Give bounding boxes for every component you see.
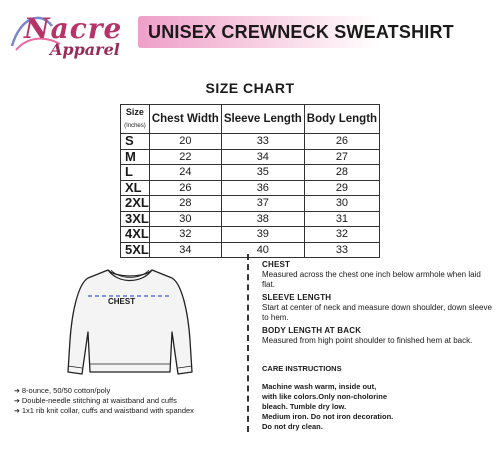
measure-title-sleeve: SLEEVE LENGTH — [262, 293, 332, 302]
table-row — [121, 180, 380, 196]
feature-item — [14, 396, 244, 406]
sleeve-cell: 35 — [221, 165, 304, 181]
body-cell: 30 — [304, 196, 379, 212]
table-row — [121, 149, 380, 165]
chest-cell: 34 — [149, 242, 221, 258]
sleeve-cell: 38 — [221, 211, 304, 227]
body-cell: 29 — [304, 180, 379, 196]
feature-text: 8-ounce, 50/50 cotton/poly — [21, 386, 111, 395]
care-instructions — [262, 364, 492, 432]
chest-diagram-label: CHEST — [108, 297, 136, 306]
care-line: Do not dry clean. — [262, 422, 323, 431]
sleeve-cell: 34 — [221, 149, 304, 165]
size-cell: 4XL — [121, 227, 150, 243]
sleeve-cell: 37 — [221, 196, 304, 212]
sleeve-column-header: Sleeve Length — [221, 105, 304, 134]
brand-logo — [6, 6, 124, 62]
body-cell: 26 — [304, 134, 379, 150]
size-chart-title: SIZE CHART — [205, 80, 295, 96]
measure-desc-body: Measured from high point shoulder to finished hem at back. — [262, 336, 473, 345]
feature-text: Double-needle stitching at waistband and cuffs — [21, 396, 177, 405]
measure-desc-chest: Measured across the chest one inch below armhole when laid flat. — [262, 270, 481, 289]
arrow-icon: ➔ — [14, 398, 20, 405]
product-features — [14, 386, 244, 416]
section-divider — [247, 254, 249, 432]
chest-cell: 30 — [149, 211, 221, 227]
table-row — [121, 196, 380, 212]
size-column-header — [121, 105, 150, 134]
title-banner — [138, 16, 483, 48]
chest-cell: 28 — [149, 196, 221, 212]
size-cell: 3XL — [121, 211, 150, 227]
table-row — [121, 242, 380, 258]
sleeve-cell: 40 — [221, 242, 304, 258]
body-column-header: Body Length — [304, 105, 379, 134]
chest-cell: 32 — [149, 227, 221, 243]
table-row — [121, 134, 380, 150]
size-cell: S — [121, 134, 150, 150]
body-cell: 28 — [304, 165, 379, 181]
care-title: CARE INSTRUCTIONS — [262, 364, 342, 373]
sleeve-cell: 33 — [221, 134, 304, 150]
measurement-guide — [262, 260, 492, 349]
care-line: bleach. Tumble dry low. — [262, 402, 347, 411]
table-header-row — [121, 105, 380, 134]
body-cell: 32 — [304, 227, 379, 243]
size-cell: 5XL — [121, 242, 150, 258]
chest-cell: 26 — [149, 180, 221, 196]
size-chart-table — [120, 104, 380, 258]
feature-item — [14, 406, 244, 416]
size-cell: XL — [121, 180, 150, 196]
size-header-label: Size — [125, 107, 144, 117]
table-row — [121, 227, 380, 243]
logo-text-apparel: Apparel — [50, 40, 120, 59]
body-cell: 27 — [304, 149, 379, 165]
logo-text-nacre: Nacre — [24, 12, 123, 45]
size-cell: M — [121, 149, 150, 165]
body-cell: 33 — [304, 242, 379, 258]
chest-cell: 20 — [149, 134, 221, 150]
table-row — [121, 165, 380, 181]
size-cell: 2XL — [121, 196, 150, 212]
size-header-unit: (Inches) — [124, 123, 146, 129]
care-line: with like colors.Only non-cholorine — [262, 392, 388, 401]
sweatshirt-diagram — [64, 262, 196, 382]
size-cell: L — [121, 165, 150, 181]
chest-cell: 22 — [149, 149, 221, 165]
sleeve-cell: 39 — [221, 227, 304, 243]
care-line: Machine wash warm, inside out, — [262, 382, 377, 391]
chest-cell: 24 — [149, 165, 221, 181]
feature-item — [14, 386, 244, 396]
measure-desc-sleeve: Start at center of neck and measure down shoulder, down sleeve to hem. — [262, 303, 492, 322]
measure-title-body: BODY LENGTH AT BACK — [262, 326, 362, 335]
measure-title-chest: CHEST — [262, 260, 291, 269]
body-cell: 31 — [304, 211, 379, 227]
care-line: Medium iron. Do not iron decoration. — [262, 412, 394, 421]
arrow-icon: ➔ — [14, 388, 20, 395]
feature-text: 1x1 rib knit collar, cuffs and waistband with spandex — [21, 406, 194, 415]
chest-column-header: Chest Width — [149, 105, 221, 134]
product-title: UNISEX CREWNECK SWEATSHIRT — [148, 22, 454, 42]
table-row — [121, 211, 380, 227]
sleeve-cell: 36 — [221, 180, 304, 196]
arrow-icon: ➔ — [14, 408, 20, 415]
